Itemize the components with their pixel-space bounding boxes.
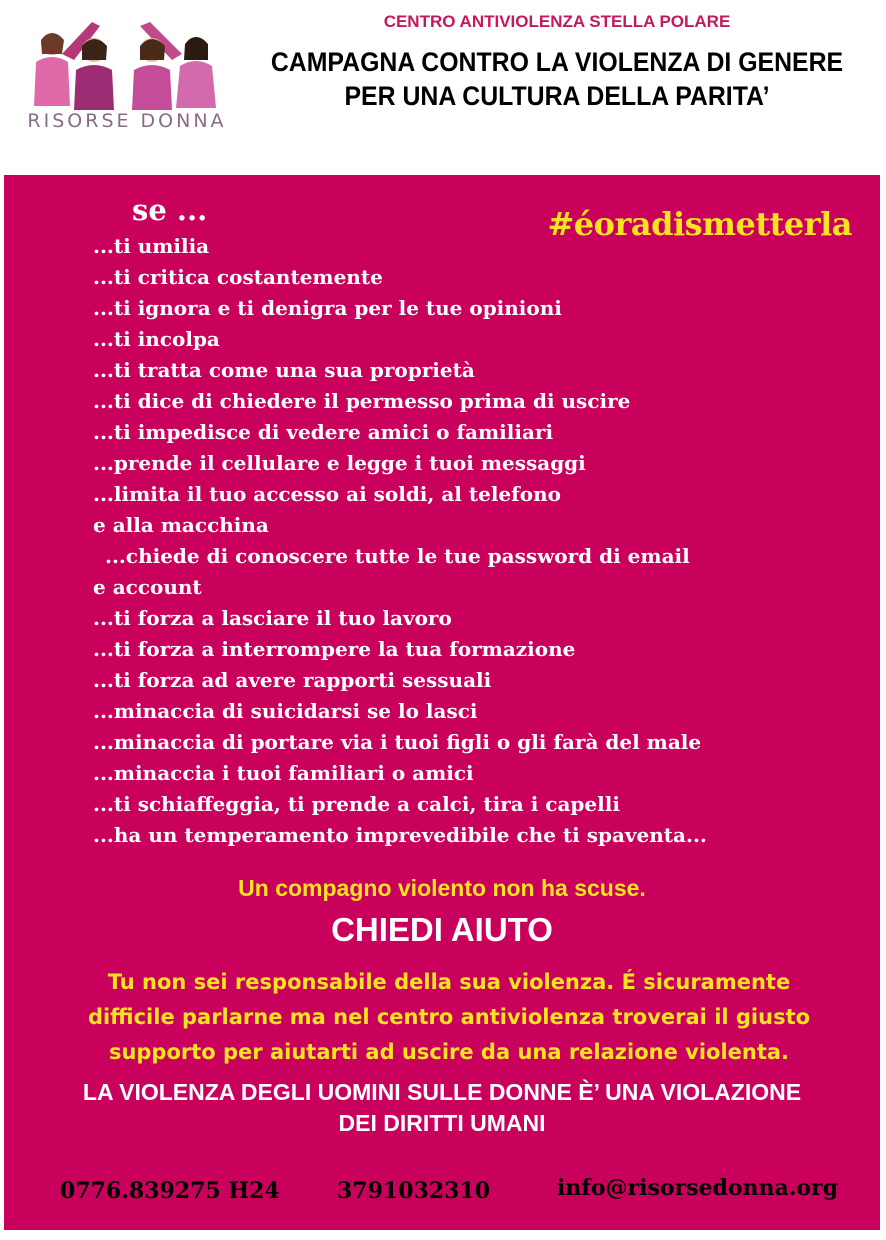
- list-item: ...ti forza a interrompere la tua formazione: [93, 637, 576, 661]
- ask-help-heading: CHIEDI AIUTO: [331, 911, 553, 948]
- risorse-donna-logo: [22, 14, 232, 132]
- list-item: ...minaccia di portare via i tuoi figli o gli farà del male: [93, 730, 702, 754]
- responsibility-line: supporto per aiutarti ad uscire da una relazione violenta.: [108, 1040, 790, 1064]
- no-excuse-text: Un compagno violento non ha scuse.: [238, 875, 646, 901]
- list-item: ...minaccia i tuoi familiari o amici: [93, 761, 474, 785]
- list-item: ...ti incolpa: [93, 327, 220, 351]
- main-panel: [4, 175, 880, 1230]
- hashtag: #éoradismetterla: [547, 205, 852, 243]
- list-item: e account: [93, 575, 202, 599]
- phone-number-mobile[interactable]: 3791032310: [337, 1178, 491, 1204]
- list-item: ...ti impedisce di vedere amici o familiari: [93, 420, 554, 444]
- list-item: ...chiede di conoscere tutte le tue password di email: [105, 544, 690, 568]
- list-item: ...minaccia di suicidarsi se lo lasci: [93, 699, 478, 723]
- list-item: ...ti umilia: [93, 234, 210, 258]
- list-item: ...ti forza ad avere rapporti sessuali: [93, 668, 492, 692]
- phone-number-h24[interactable]: 0776.839275 H24: [60, 1178, 280, 1204]
- list-item: ...ti dice di chiedere il permesso prima di uscire: [93, 389, 631, 413]
- list-item: ...ti forza a lasciare il tuo lavoro: [93, 606, 452, 630]
- responsibility-line: difficile parlarne ma nel centro antiviolenza troverai il giusto: [87, 1005, 811, 1029]
- list-item: ...ti schiaffeggia, ti prende a calci, tira i capelli: [93, 792, 620, 816]
- violation-line: LA VIOLENZA DEGLI UOMINI SULLE DONNE È’ UNA VIOLAZIONE: [82, 1079, 802, 1105]
- center-name: CENTRO ANTIVIOLENZA STELLA POLARE: [383, 12, 731, 31]
- list-item: ...prende il cellulare e legge i tuoi messaggi: [93, 451, 586, 475]
- responsibility-line: Tu non sei responsabile della sua violenza. É sicuramente: [107, 970, 791, 994]
- list-item: ...ti critica costantemente: [93, 265, 383, 289]
- behavior-list: [93, 231, 707, 851]
- list-item: ...ti ignora e ti denigra per le tue opinioni: [93, 296, 562, 320]
- responsibility-paragraph: [24, 965, 874, 1070]
- list-item: e alla macchina: [93, 513, 269, 537]
- campaign-title-line1: CAMPAGNA CONTRO LA VIOLENZA DI GENERE: [270, 47, 844, 77]
- violation-line: DEI DIRITTI UMANI: [338, 1110, 546, 1136]
- women-figures-icon: [22, 14, 232, 110]
- campaign-title-line2: PER UNA CULTURA DELLA PARITA’: [344, 81, 770, 111]
- intro-text: se ...: [132, 193, 208, 227]
- list-item: ...limita il tuo accesso ai soldi, al telefono: [93, 482, 561, 506]
- list-item: ...ti tratta come una sua proprietà: [93, 358, 475, 382]
- email-link[interactable]: info@risorsedonna.org: [557, 1175, 839, 1201]
- logo-text: RISORSE DONNA: [27, 110, 227, 132]
- list-item: ...ha un temperamento imprevedibile che ti spaventa...: [93, 823, 707, 847]
- violation-statement: [4, 1077, 880, 1139]
